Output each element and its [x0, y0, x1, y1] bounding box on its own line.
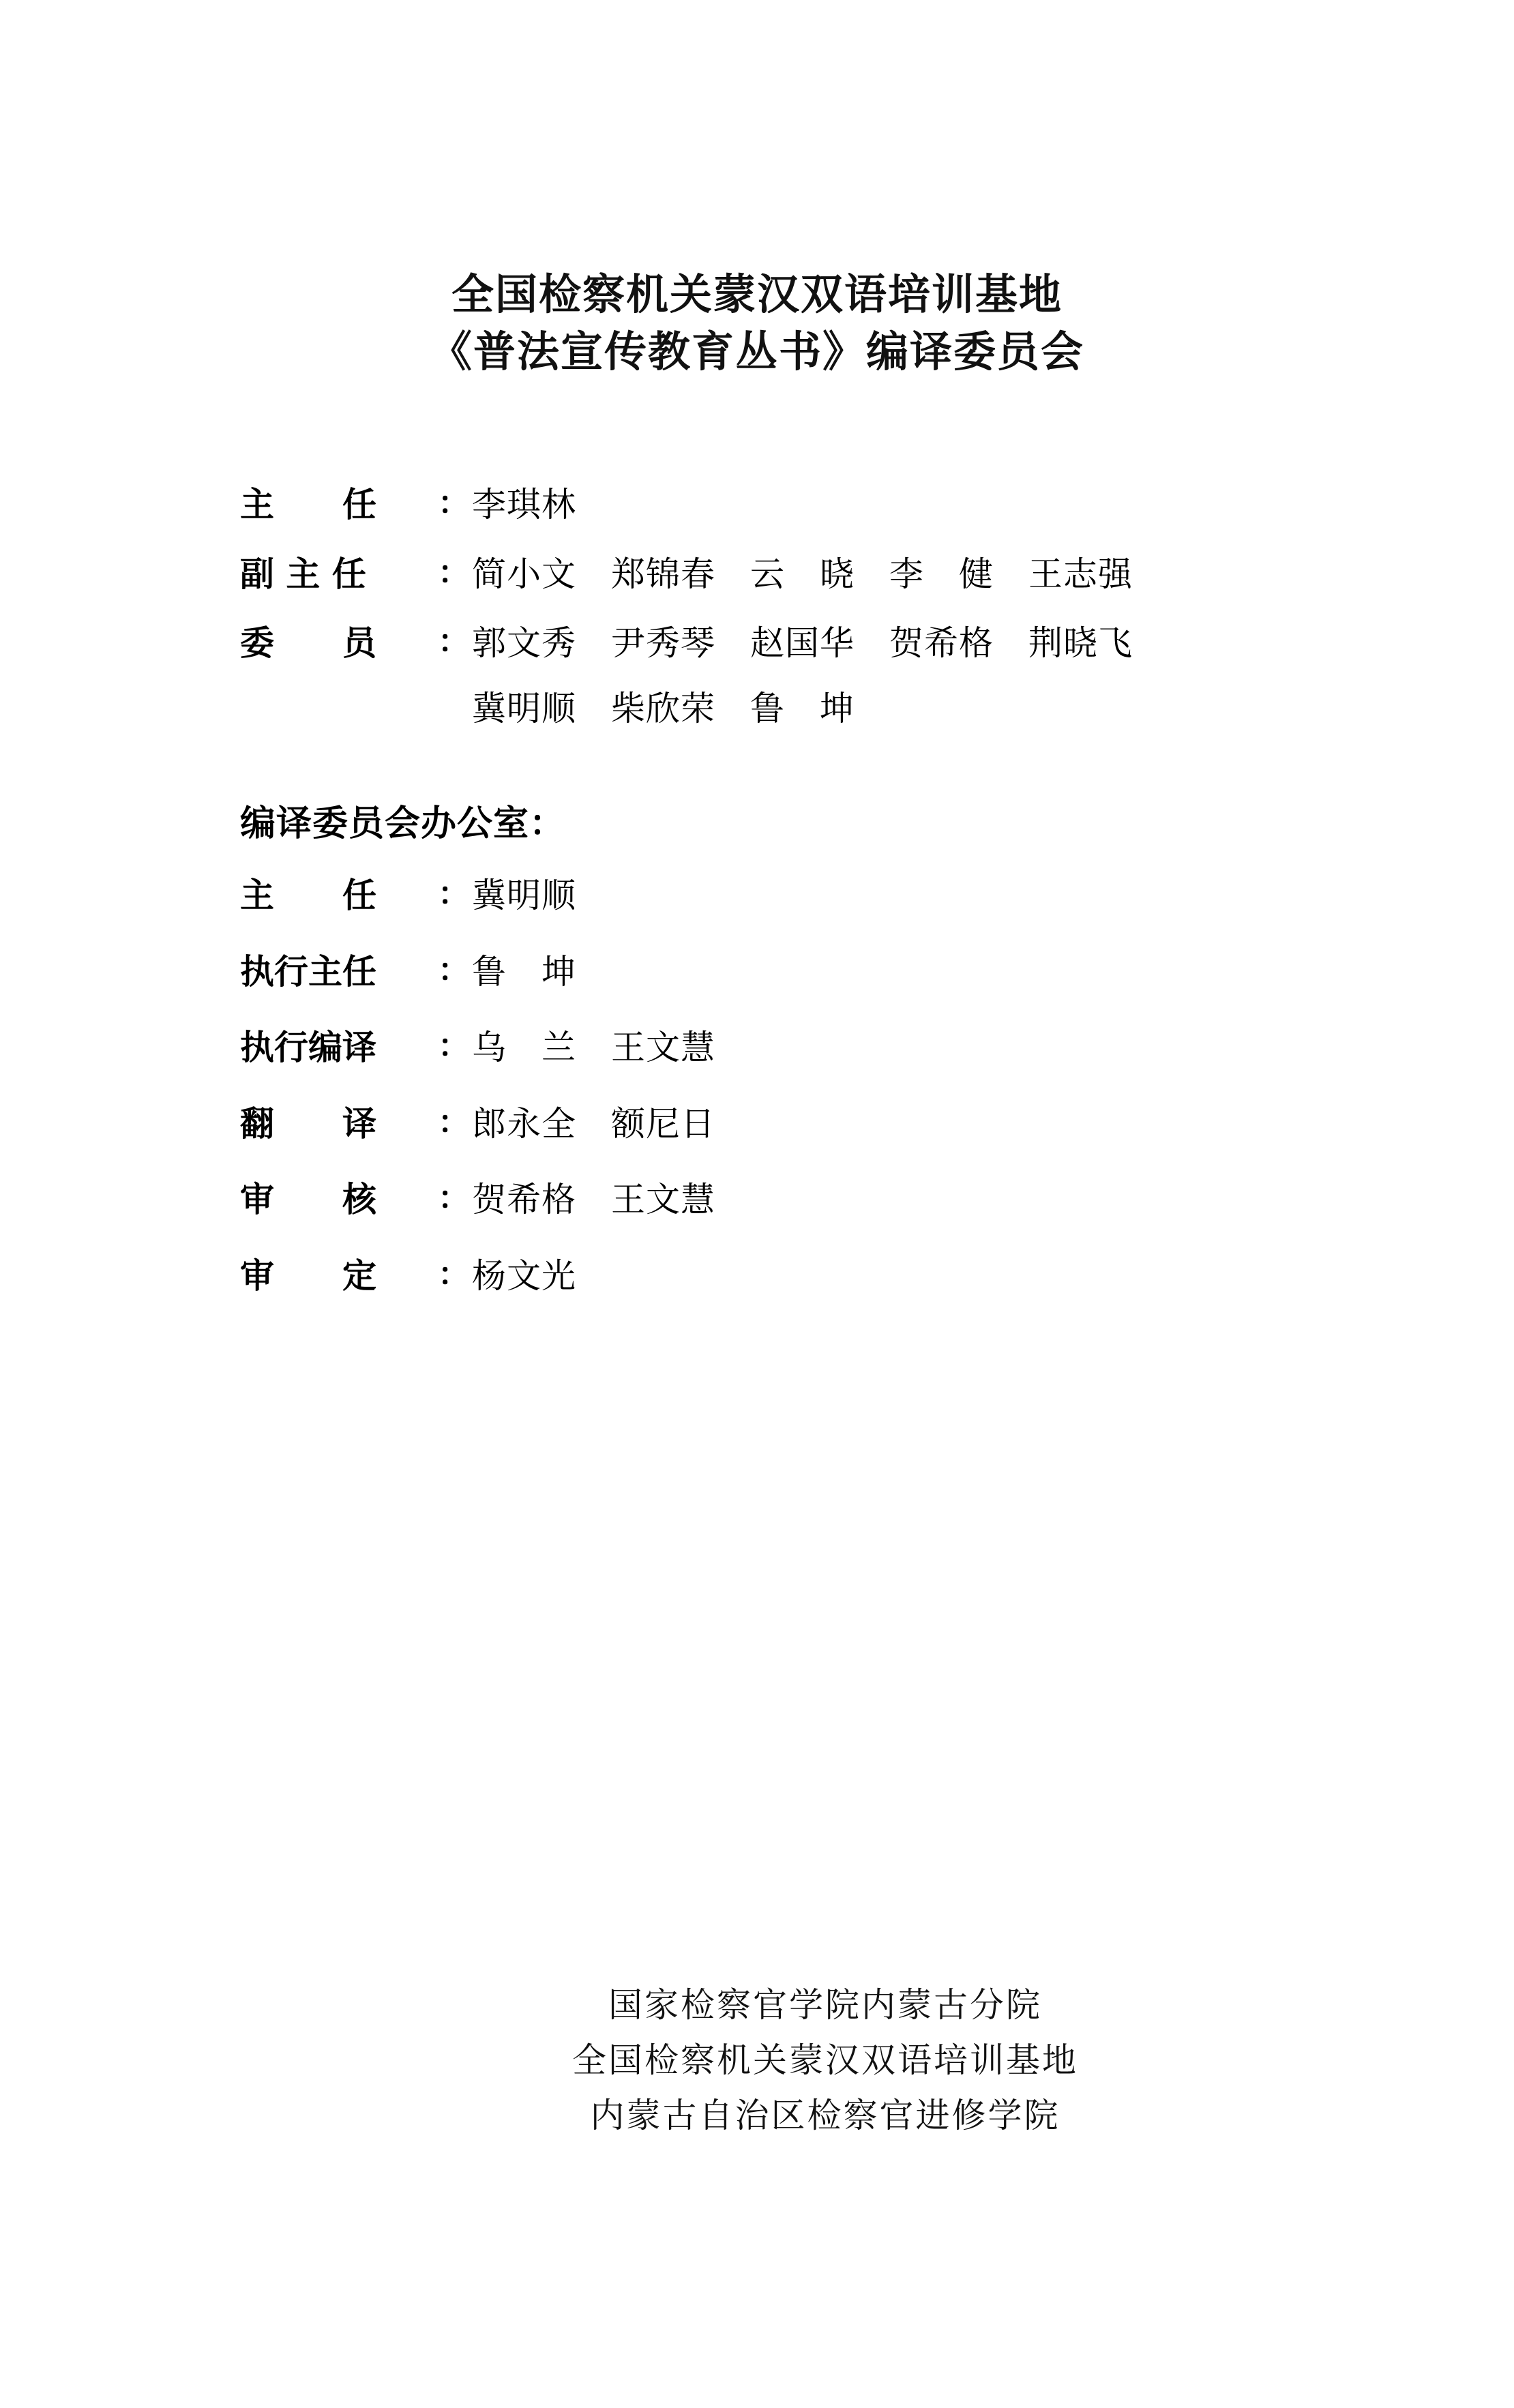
- role-colon: ：: [438, 1255, 469, 1292]
- role-label: 执行主任: [240, 951, 376, 992]
- role-names: 郎永全 额尼日: [472, 1103, 715, 1144]
- role-names: 乌 兰 王文慧: [472, 1028, 715, 1068]
- role-colon: ：: [438, 484, 469, 522]
- role-names: 杨文光: [472, 1255, 576, 1296]
- role-label: 执行编译: [240, 1028, 376, 1068]
- role-names: 鲁 坤: [472, 951, 576, 992]
- roster-row: [240, 552, 1405, 598]
- roster-row-continued: [240, 686, 1405, 732]
- role-names: 李琪林: [472, 485, 576, 525]
- office-title: 编译委员会办公室：: [240, 803, 566, 845]
- page-title: [0, 266, 1514, 380]
- publisher-line-1: 国家检察官学院内蒙古分院: [608, 1985, 1042, 2025]
- office-section: [0, 794, 1514, 1299]
- role-label: 审 核: [240, 1180, 376, 1220]
- publisher-line-2: 全国检察机关蒙汉双语培训基地: [572, 2040, 1078, 2080]
- committee-roster: [0, 482, 1514, 732]
- roster-row: [240, 1177, 1405, 1223]
- roster-row: [240, 949, 1405, 996]
- roster-row: [240, 1101, 1405, 1148]
- role-names: 冀明顺 柴欣荣 鲁 坤: [472, 688, 855, 728]
- publisher-block: [0, 1978, 1514, 2143]
- title-line-1: 全国检察机关蒙汉双语培训基地: [451, 269, 1063, 319]
- role-colon: ：: [438, 623, 469, 660]
- title-line-2: 《普法宣传教育丛书》编译委员会: [429, 326, 1084, 376]
- role-label: 主 任: [240, 876, 376, 916]
- roster-row: [240, 621, 1405, 667]
- role-colon: ：: [438, 553, 469, 591]
- roster-row: [240, 873, 1405, 919]
- role-label: 主 任: [240, 485, 376, 525]
- role-label: 翻 译: [240, 1103, 376, 1144]
- role-colon: ：: [438, 875, 469, 912]
- role-colon: ：: [438, 951, 469, 988]
- role-names: 冀明顺: [472, 876, 576, 916]
- role-label: 审 定: [240, 1255, 376, 1296]
- role-names: 简小文 郑锦春 云 晓 李 健 王志强: [472, 554, 1133, 594]
- role-label: 副 主 任: [240, 554, 366, 594]
- document-page: [0, 266, 1514, 2408]
- role-label: 委 员: [240, 623, 376, 664]
- roster-row: [240, 482, 1405, 529]
- roster-row: [240, 1025, 1405, 1071]
- role-names: 贺希格 王文慧: [472, 1180, 715, 1220]
- role-names: 郭文秀 尹秀琴 赵国华 贺希格 荆晓飞: [472, 623, 1133, 664]
- roster-row: [240, 1253, 1405, 1300]
- publisher-line-3: 内蒙古自治区检察官进修学院: [590, 2096, 1060, 2135]
- role-colon: ：: [438, 1103, 469, 1140]
- office-roster: [0, 873, 1514, 1299]
- role-colon: ：: [438, 1027, 469, 1065]
- role-colon: ：: [438, 1179, 469, 1217]
